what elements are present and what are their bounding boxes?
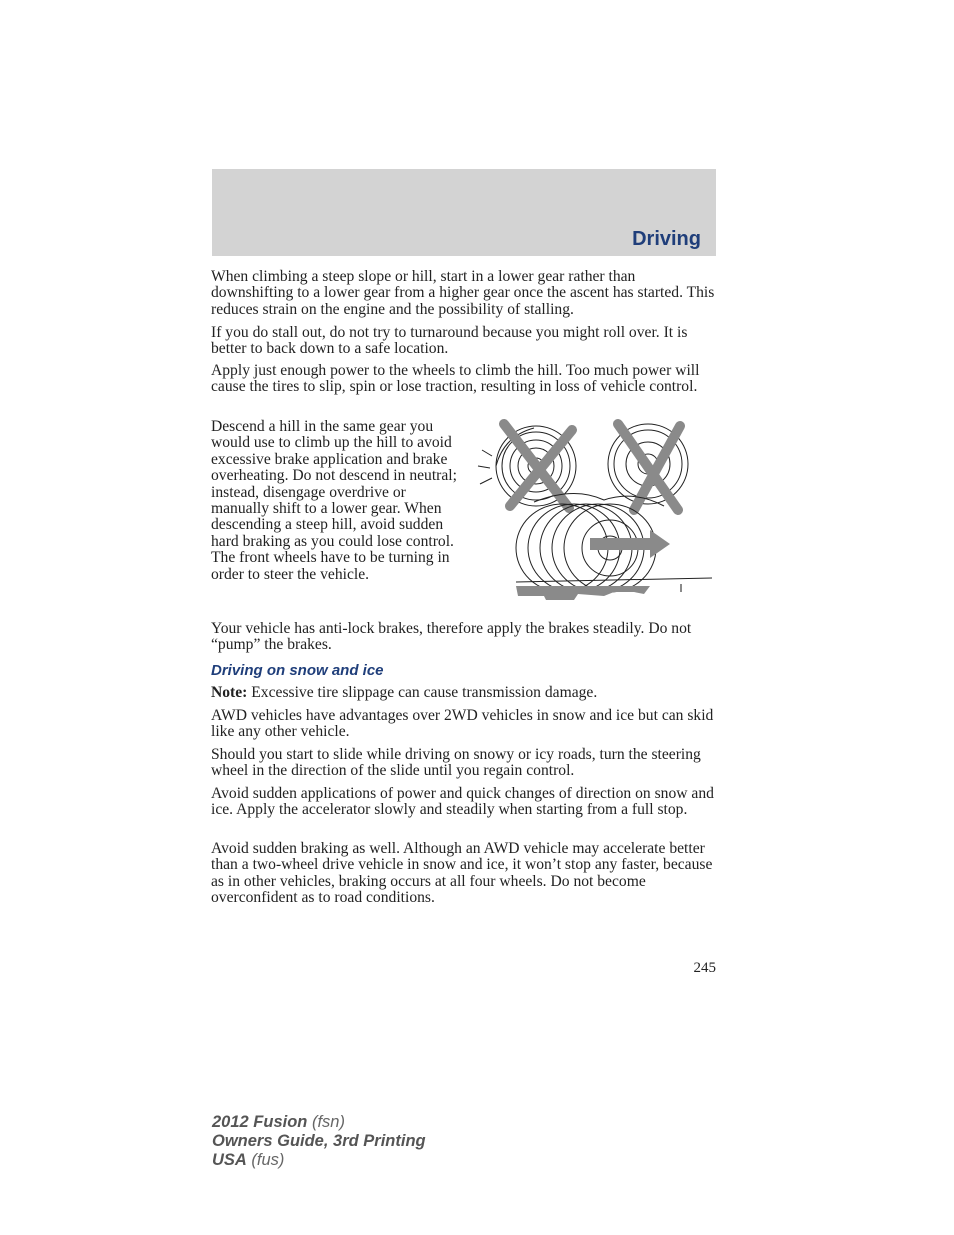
paragraph-climbing: When climbing a steep slope or hill, start in a lower gear rather than downshifting to a lower gear from a higher gear once the ascent has started. This reduces strain on the engine and the possibility of stalling.: [211, 268, 715, 318]
note-paragraph: [211, 685, 717, 701]
paragraph-sudden-power: Avoid sudden applications of power and quick changes of direction on snow and ice. Apply the accelerator slowly and steadily when starting from a full stop.: [211, 785, 714, 819]
paragraph-stall: If you do stall out, do not try to turnaround because you might roll over. It is better to back down to a safe location.: [211, 324, 688, 358]
footer-line-region: USA (fus): [212, 1151, 285, 1169]
note-text: Excessive tire slippage can cause transmission damage.: [247, 684, 598, 701]
page-number: 245: [693, 960, 716, 976]
section-header-band: [212, 169, 716, 256]
paragraph-awd-advantages: AWD vehicles have advantages over 2WD vehicles in snow and ice but can skid like any other vehicle.: [211, 707, 714, 741]
paragraph-sudden-braking: Avoid sudden braking as well. Although an AWD vehicle may accelerate better than a two-wheel drive vehicle in snow and ice, it won’t stop any faster, because as in other vehicles, braking occurs at all four wheels. Do not become overconfident as to road conditions.: [211, 840, 713, 907]
section-title: Driving: [632, 228, 701, 250]
subsection-heading: Driving on snow and ice: [211, 662, 384, 679]
paragraph-antilock: Your vehicle has anti-lock brakes, therefore apply the brakes steadily. Do not “pump” the brakes.: [211, 620, 692, 654]
paragraph-power: Apply just enough power to the wheels to climb the hill. Too much power will cause the tires to slip, spin or lose traction, resulting in loss of vehicle control.: [211, 362, 700, 396]
paragraph-descend: Descend a hill in the same gear you would use to climb up the hill to avoid excessive brake application and brake overheating. Do not descend in neutral; instead, disengage overdrive or manually shift to a lower gear. When descending a steep hill, avoid sudden hard braking as you could lose control. The front wheels have to be turning in order to steer the vehicle.: [211, 418, 457, 583]
document-footer: [212, 1113, 426, 1170]
paragraph-slide: Should you start to slide while driving on snowy or icy roads, turn the steering wheel in the direction of the slide until you regain control.: [211, 746, 701, 780]
footer-line-model: 2012 Fusion (fsn): [212, 1113, 345, 1131]
note-label: Note:: [211, 684, 248, 701]
wheel-traction-illustration-icon: [474, 416, 716, 602]
footer-line-guide: Owners Guide, 3rd Printing: [212, 1132, 426, 1150]
